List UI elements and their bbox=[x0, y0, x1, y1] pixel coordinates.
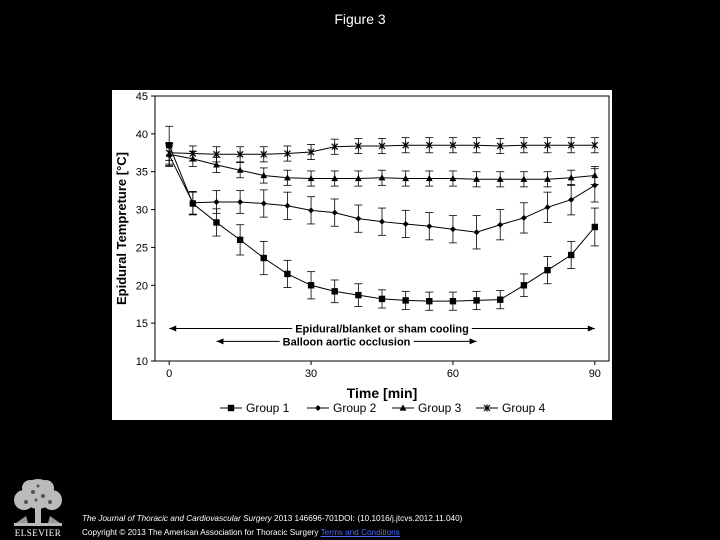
copyright-text: Copyright © 2013 The American Association for Thoracic Surgery bbox=[82, 528, 321, 537]
data-point bbox=[426, 298, 432, 304]
legend-entry bbox=[307, 401, 377, 415]
data-point bbox=[213, 199, 219, 205]
annotation-label: Balloon aortic occlusion bbox=[282, 336, 411, 349]
data-point bbox=[355, 216, 361, 222]
data-point bbox=[237, 237, 243, 243]
data-point bbox=[379, 174, 386, 180]
data-point bbox=[213, 219, 219, 225]
data-point bbox=[591, 172, 598, 178]
series-group-4 bbox=[165, 138, 599, 162]
figure-title: Figure 3 bbox=[334, 11, 386, 27]
annotation-label: Epidural/blanket or sham cooling bbox=[295, 323, 469, 336]
data-point bbox=[308, 207, 314, 213]
x-tick-label: 60 bbox=[446, 368, 460, 380]
data-point bbox=[497, 222, 503, 228]
data-point bbox=[497, 176, 504, 182]
annotation-arrowhead-right bbox=[470, 338, 477, 344]
legend-label: Group 3 bbox=[418, 401, 462, 415]
annotation-arrowhead-right bbox=[588, 325, 595, 331]
elsevier-wordmark: ELSEVIER bbox=[14, 528, 62, 538]
annotation-arrowhead-left bbox=[216, 338, 223, 344]
data-point bbox=[284, 203, 290, 209]
copyright-line bbox=[82, 528, 400, 537]
y-tick-label: 25 bbox=[135, 242, 148, 255]
legend-label: Group 2 bbox=[333, 401, 377, 415]
data-point bbox=[473, 297, 479, 303]
data-point bbox=[315, 405, 321, 411]
data-point bbox=[426, 175, 433, 181]
data-point bbox=[450, 298, 456, 304]
data-point bbox=[403, 221, 409, 227]
terms-and-conditions-link[interactable]: Terms and Conditions bbox=[320, 528, 400, 537]
y-tick-label: 40 bbox=[135, 128, 148, 141]
y-tick-label: 15 bbox=[135, 318, 148, 331]
y-tick-label: 10 bbox=[135, 356, 148, 368]
data-point bbox=[355, 292, 361, 298]
data-point bbox=[261, 255, 267, 261]
citation-line bbox=[82, 514, 462, 523]
data-point bbox=[308, 282, 314, 288]
data-point bbox=[284, 271, 290, 277]
y-tick-label: 20 bbox=[135, 280, 148, 293]
data-point bbox=[497, 296, 503, 302]
data-point bbox=[402, 297, 408, 303]
chart bbox=[112, 90, 612, 420]
data-point bbox=[237, 199, 243, 205]
x-tick-label: 90 bbox=[588, 368, 601, 380]
data-point bbox=[568, 197, 574, 203]
chart-figure bbox=[112, 90, 612, 420]
x-axis-label: Time [min] bbox=[346, 385, 418, 401]
data-point bbox=[568, 252, 574, 258]
data-point bbox=[379, 296, 385, 302]
legend-entry bbox=[476, 401, 546, 415]
annotation-arrowhead-left bbox=[169, 325, 176, 331]
y-tick-label: 35 bbox=[135, 166, 148, 179]
data-point bbox=[331, 175, 338, 181]
citation-doi: 2013 146696-701DOI: (10.1016/j.jtcvs.2012.11.040) bbox=[271, 514, 463, 523]
data-point bbox=[332, 210, 338, 216]
data-point bbox=[379, 219, 385, 225]
legend-entry bbox=[392, 401, 462, 415]
journal-name: The Journal of Thoracic and Cardiovascular Surgery bbox=[82, 514, 272, 523]
x-tick-label: 30 bbox=[304, 368, 318, 380]
y-axis-label: Epidural Tempreture [°C] bbox=[114, 151, 129, 306]
legend-entry bbox=[220, 401, 290, 415]
data-point bbox=[520, 176, 527, 182]
data-point bbox=[332, 288, 338, 294]
legend-label: Group 1 bbox=[246, 401, 290, 415]
data-point bbox=[450, 226, 456, 232]
data-point bbox=[426, 223, 432, 229]
data-point bbox=[592, 224, 598, 230]
data-point bbox=[521, 282, 527, 288]
y-tick-label: 45 bbox=[135, 91, 148, 103]
data-point bbox=[450, 175, 457, 181]
data-point bbox=[261, 201, 267, 207]
data-point bbox=[521, 215, 527, 221]
data-point bbox=[545, 204, 551, 210]
y-tick-label: 30 bbox=[135, 204, 148, 217]
legend-label: Group 4 bbox=[502, 401, 546, 415]
x-tick-label: 0 bbox=[166, 368, 173, 380]
data-point bbox=[474, 229, 480, 235]
data-point bbox=[544, 267, 550, 273]
data-point bbox=[228, 405, 234, 411]
